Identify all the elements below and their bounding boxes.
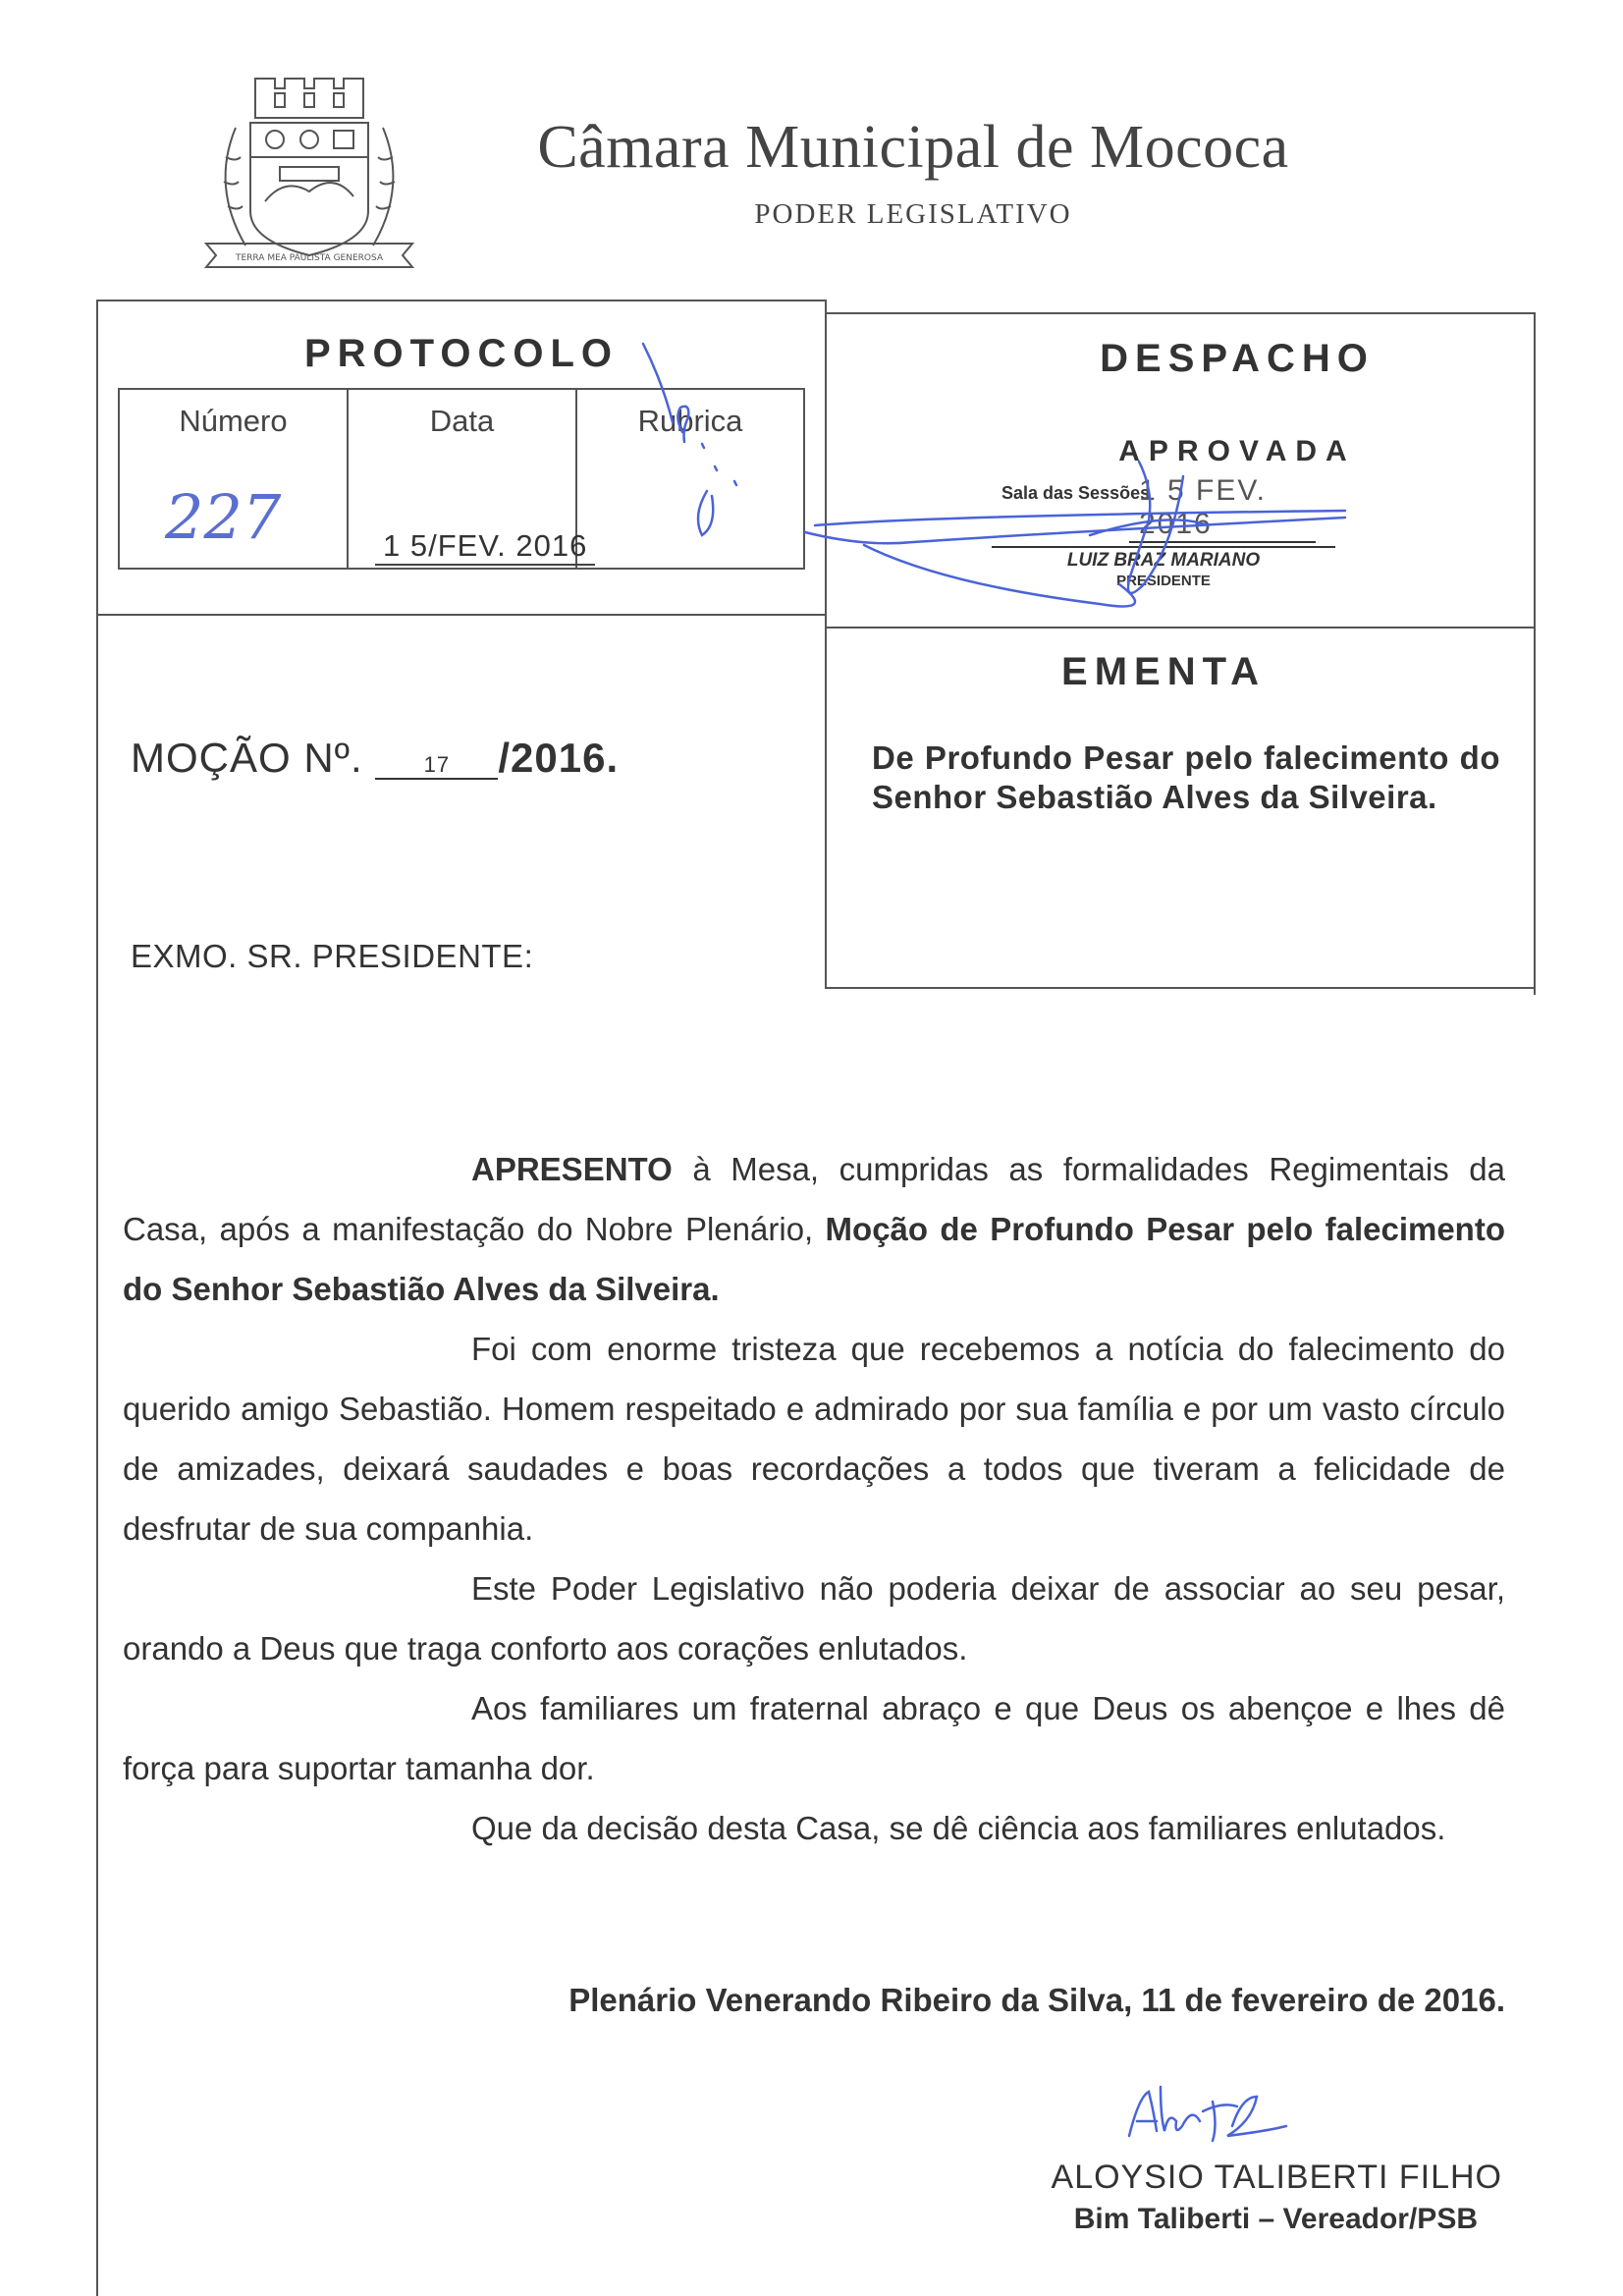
body-paragraph-5: Que da decisão desta Casa, se dê ciência aos familiares enlutados. — [471, 1810, 1446, 1846]
mocao-label: MOÇÃO Nº. — [131, 735, 363, 781]
body-paragraph-3: Este Poder Legislativo não poderia deixar de associar ao seu pesar, orando a Deus que traga conforto aos corações enlutados. — [123, 1570, 1505, 1667]
crest-motto: TERRA MEA PAULISTA GENEROSA — [235, 253, 384, 263]
frame-top-left — [96, 300, 827, 301]
frame-left — [96, 300, 98, 2296]
protocolo-data-label: Data — [429, 404, 495, 438]
protocolo-title: PROTOCOLO — [303, 332, 620, 375]
signer-signature-icon — [1119, 2067, 1316, 2156]
protocolo-numero-label: Número — [179, 404, 288, 438]
mocao-number: 17 — [375, 752, 498, 780]
handwritten-signature-icon — [628, 324, 1355, 619]
institution-subtitle: PODER LEGISLATIVO — [754, 198, 1072, 230]
protocolo-numero-value: 227 — [165, 481, 282, 553]
closing-location-date: Plenário Venerando Ribeiro da Silva, 11 de fevereiro de 2016. — [568, 1982, 1505, 2018]
body-p1-lead: APRESENTO — [471, 1151, 673, 1187]
protocolo-rubrica-label: Rubrica — [637, 404, 743, 438]
signer-role: Bim Taliberti – Vereador/PSB — [1073, 2203, 1478, 2235]
despacho-title: DESPACHO — [1100, 337, 1375, 380]
body-paragraph-4: Aos familiares um fraternal abraço e que Deus os abençoe e lhes dê força para suportar tamanha dor. — [123, 1690, 1505, 1786]
ementa-text: De Profundo Pesar pelo falecimento do Senhor Sebastião Alves da Silveira. — [872, 739, 1500, 815]
municipal-crest-icon — [196, 69, 422, 285]
body-p1-text: à Mesa, cumpridas as formalidades Regimentais da Casa, após a manifestação do Nobre Plenário, — [123, 1151, 1505, 1247]
body-paragraph-1 — [123, 1139, 1505, 1319]
institution-name: Câmara Municipal de Mococa — [537, 114, 1289, 181]
body-p1-bold: Moção de Profundo Pesar pelo falecimento do Senhor Sebastião Alves da Silveira. — [123, 1211, 1505, 1307]
sala-sessoes-date: 1 5 FEV. 2016 — [1129, 474, 1316, 543]
despacho-status-stamp: APROVADA — [1118, 435, 1356, 467]
ementa-title: EMENTA — [1061, 650, 1266, 693]
frame-mid-right — [825, 627, 1536, 629]
document-body — [123, 1139, 1505, 1858]
signer-name: ALOYSIO TALIBERTI FILHO — [1051, 2159, 1502, 2196]
sala-sessoes-label: Sala das Sessões — [1001, 483, 1151, 503]
mocao-year: /2016. — [498, 735, 620, 781]
body-paragraph-2: Foi com enorme tristeza que recebemos a notícia do falecimento do querido amigo Sebastião. Homem respeitado e admirado por sua família e por um vasto círculo de amizades, deixará saudades e boas recordações a todos que tiveram a felicidade de desfrutar de sua companhia. — [123, 1331, 1505, 1547]
frame-bottom-right — [825, 987, 1536, 989]
president-title: PRESIDENTE — [1116, 573, 1211, 589]
frame-top-right — [827, 312, 1536, 314]
salutation: EXMO. SR. PRESIDENTE: — [131, 938, 534, 974]
president-name: LUIZ BRAZ MARIANO — [1066, 550, 1261, 571]
protocolo-data-value: 1 5/FEV. 2016 — [375, 528, 595, 566]
mocao-heading — [131, 735, 619, 782]
frame-right — [1534, 312, 1536, 995]
